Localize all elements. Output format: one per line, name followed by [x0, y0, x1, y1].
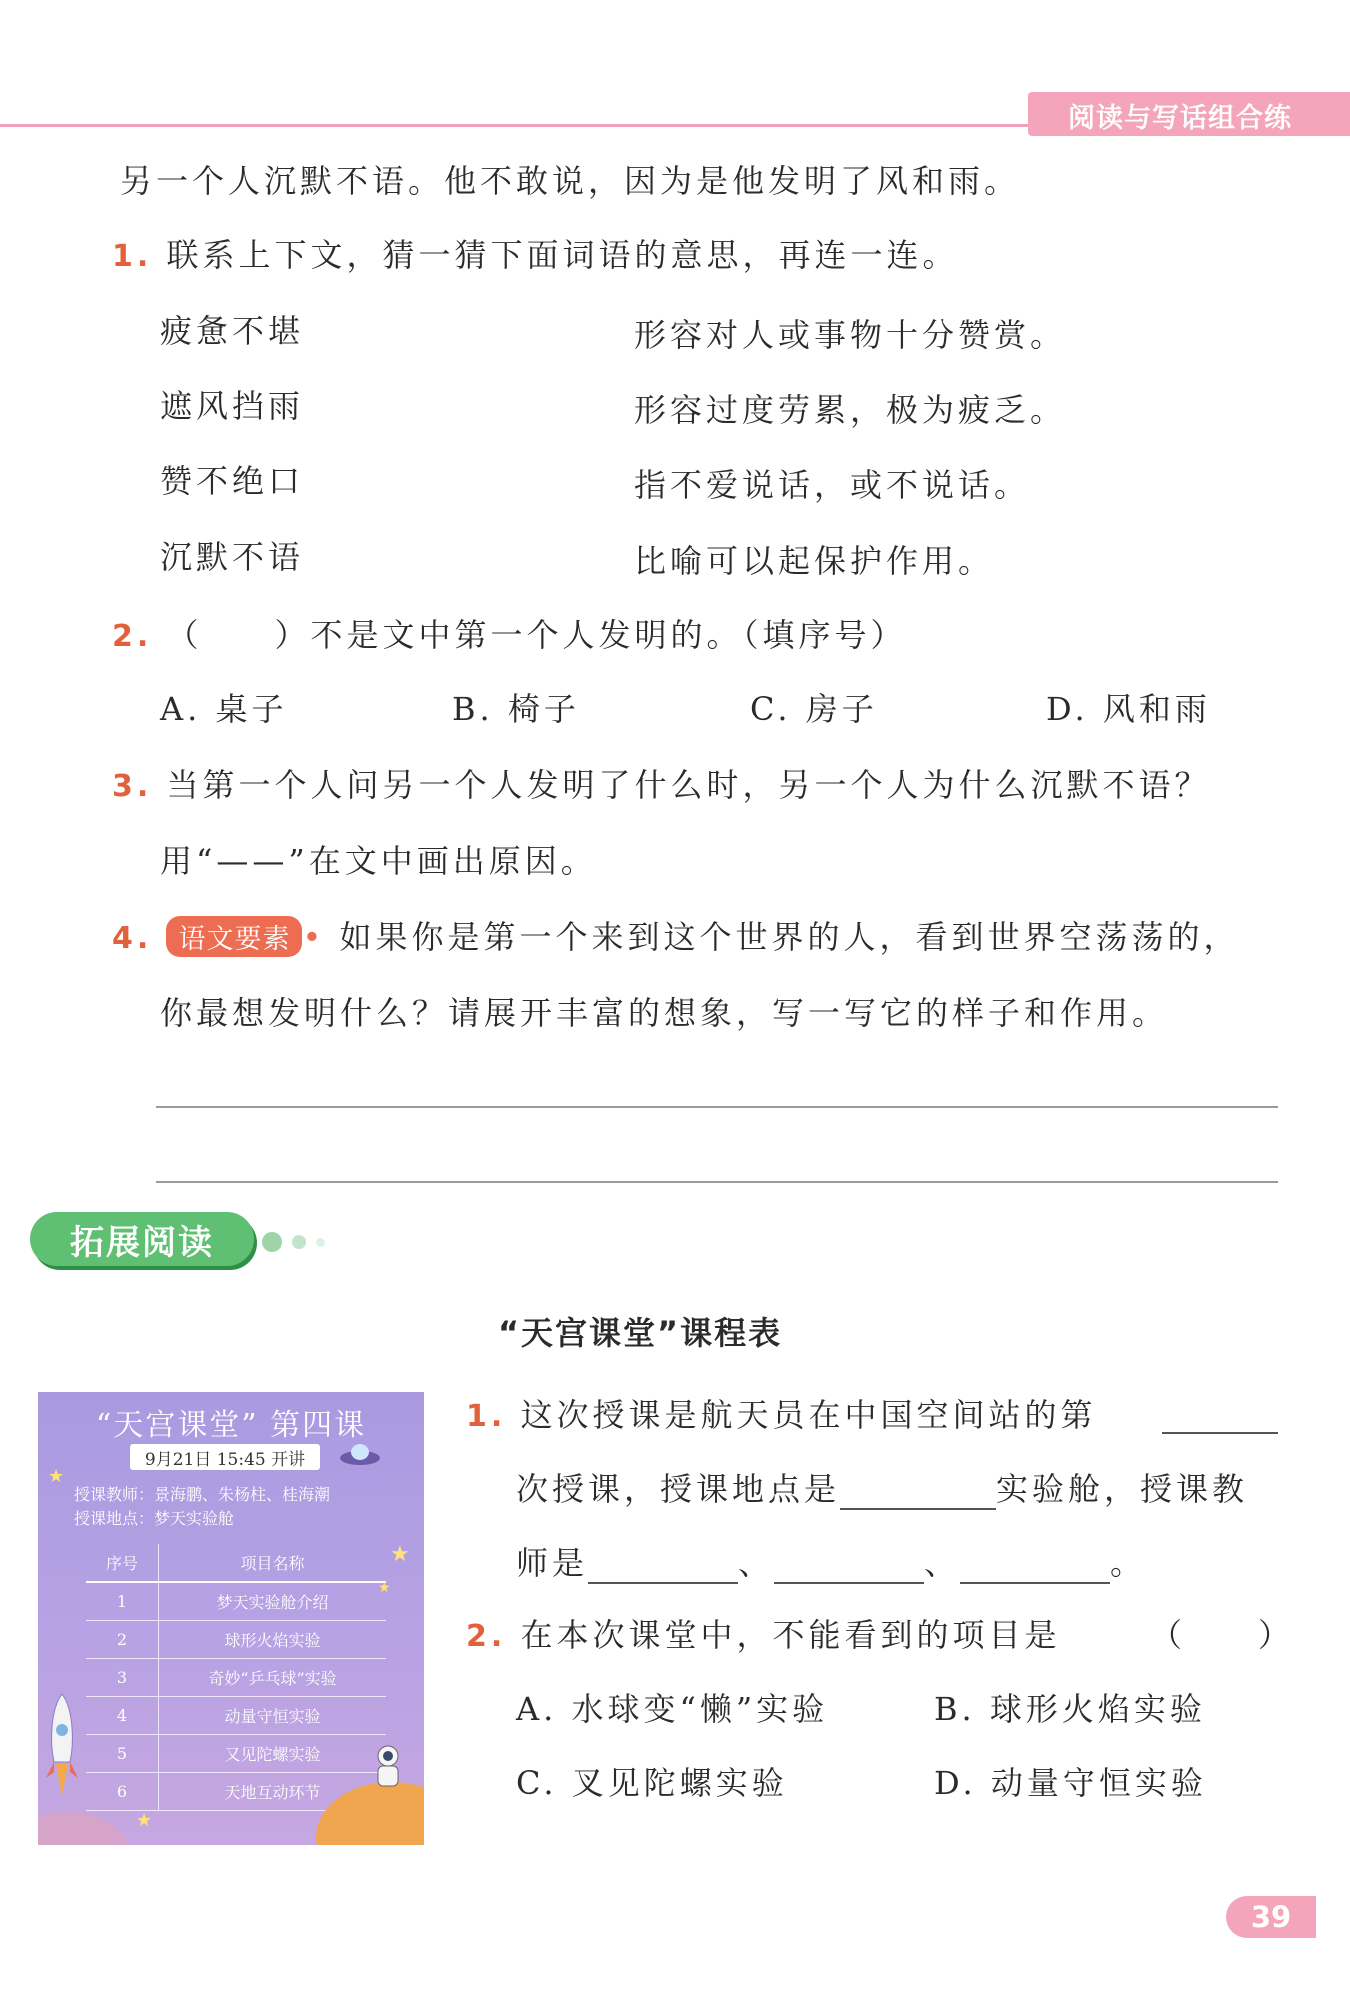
- cell-index: 2: [86, 1621, 159, 1659]
- header-cell: 项目名称: [159, 1544, 387, 1582]
- match-meaning[interactable]: 形容过度劳累，极为疲乏。: [634, 391, 1067, 429]
- question-text: 这次授课是航天员在中国空间站的第: [520, 1396, 1097, 1434]
- match-word[interactable]: 遮风挡雨: [160, 387, 305, 425]
- question-number: 1.: [112, 239, 153, 274]
- astronaut-icon: [368, 1744, 408, 1794]
- question-text: （ ）不是文中第一个人发明的。（填序号）: [166, 616, 907, 654]
- period: 。: [1110, 1544, 1147, 1582]
- cell-name: 天地互动环节: [159, 1773, 387, 1811]
- table-row: [86, 1659, 386, 1697]
- question-2: [112, 610, 906, 656]
- poster-location: 授课地点：梦天实验舱: [74, 1509, 235, 1528]
- question-number: 4.: [112, 921, 153, 956]
- separator: 、: [924, 1544, 961, 1582]
- tag-dot: •: [302, 918, 326, 956]
- question-text: 如果你是第一个来到这个世界的人，看到世界空荡荡的，: [339, 918, 1240, 956]
- question-number: 1.: [466, 1399, 507, 1434]
- question-text-cont: 用“——”在文中画出原因。: [160, 842, 597, 880]
- cell-index: 1: [86, 1582, 159, 1621]
- question-text: 师是: [516, 1544, 589, 1582]
- option-d[interactable]: D. 风和雨: [1046, 690, 1211, 728]
- option-d[interactable]: D. 动量守恒实验: [934, 1764, 1207, 1802]
- cell-name: 球形火焰实验: [159, 1621, 387, 1659]
- question-number: 2.: [112, 619, 153, 654]
- table-row: [86, 1735, 386, 1773]
- page-number: 39: [1226, 1896, 1316, 1938]
- star-icon: ★: [136, 1810, 153, 1831]
- answer-line-2[interactable]: [156, 1181, 1278, 1183]
- header-cell: 序号: [86, 1544, 159, 1582]
- course-schedule-poster: [38, 1392, 424, 1845]
- match-meaning[interactable]: 形容对人或事物十分赞赏。: [634, 316, 1067, 354]
- option-b[interactable]: B. 椅子: [452, 690, 580, 728]
- poster-teachers: 授课教师：景海鹏、朱杨柱、桂海潮: [74, 1485, 331, 1504]
- planet-icon: [38, 1812, 128, 1845]
- question-text: 在本次课堂中，不能看到的项目是: [520, 1616, 1061, 1654]
- option-b[interactable]: B. 球形火焰实验: [934, 1690, 1206, 1728]
- poster-table: [86, 1544, 386, 1811]
- match-word[interactable]: 疲惫不堪: [160, 312, 305, 350]
- option-c[interactable]: C. 房子: [750, 690, 878, 728]
- poster-title: “天宫课堂” 第四课: [95, 1408, 367, 1443]
- rocket-icon: [40, 1692, 84, 1802]
- match-meaning[interactable]: 比喻可以起保护作用。: [634, 542, 995, 580]
- chinese-element-tag: 语文要素: [166, 916, 302, 957]
- question-text-cont: 你最想发明什么？请展开丰富的想象，写一写它的样子和作用。: [160, 994, 1169, 1032]
- header-rule: [0, 124, 1040, 127]
- cell-name: 动量守恒实验: [159, 1697, 387, 1735]
- blank-teacher-2[interactable]: [774, 1550, 924, 1584]
- question-number: 2.: [466, 1619, 507, 1654]
- match-word[interactable]: 赞不绝口: [160, 462, 305, 500]
- match-word[interactable]: 沉默不语: [160, 538, 305, 576]
- question-4: [112, 912, 1240, 958]
- blank-module[interactable]: [840, 1476, 996, 1510]
- option-c[interactable]: C. 叉见陀螺实验: [516, 1764, 788, 1802]
- ufo-icon: [338, 1440, 382, 1470]
- decor-dot: [292, 1235, 306, 1249]
- cell-index: 6: [86, 1773, 159, 1811]
- cell-index: 5: [86, 1735, 159, 1773]
- table-row: [86, 1621, 386, 1659]
- answer-line-1[interactable]: [156, 1106, 1278, 1108]
- header-label: 阅读与写话组合练: [1068, 103, 1292, 134]
- table-row: [86, 1697, 386, 1735]
- question-text: 联系上下文，猜一猜下面词语的意思，再连一连。: [166, 236, 959, 274]
- cell-name: 又见陀螺实验: [159, 1735, 387, 1773]
- ext-question-1-line2: [516, 1464, 1248, 1510]
- decor-dot: [262, 1232, 282, 1252]
- option-a[interactable]: A. 水球变“懒”实验: [516, 1690, 829, 1728]
- blank-lesson-count[interactable]: [1162, 1432, 1278, 1434]
- question-text: 次授课，授课地点是: [516, 1470, 841, 1508]
- question-3: [112, 760, 1210, 806]
- ext-question-2: [466, 1610, 1060, 1656]
- section-title: “天宫课堂”课程表: [498, 1314, 783, 1352]
- passage-text: 另一个人沉默不语。他不敢说，因为是他发明了风和雨。: [120, 162, 1021, 200]
- star-icon: ★: [378, 1580, 391, 1596]
- question-1: [112, 230, 958, 276]
- answer-paren[interactable]: （ ）: [1150, 1616, 1295, 1654]
- cell-name: 奇妙“乒乓球”实验: [159, 1659, 387, 1697]
- decor-dot: [316, 1238, 325, 1247]
- star-icon: ★: [390, 1542, 410, 1567]
- question-text: 当第一个人问另一个人发明了什么时，另一个人为什么沉默不语？: [166, 766, 1211, 804]
- star-icon: ★: [48, 1466, 65, 1487]
- question-number: 3.: [112, 769, 153, 804]
- cell-index: 4: [86, 1697, 159, 1735]
- option-a[interactable]: A. 桌子: [160, 690, 288, 728]
- blank-teacher-3[interactable]: [960, 1550, 1110, 1584]
- ext-question-1-line3: [516, 1538, 1146, 1584]
- poster-table-header: [86, 1544, 386, 1582]
- cell-index: 3: [86, 1659, 159, 1697]
- poster-date: 9月21日 15:45 开讲: [130, 1444, 320, 1470]
- separator: 、: [738, 1544, 775, 1582]
- cell-name: 梦天实验舱介绍: [159, 1582, 387, 1621]
- ext-question-1: [466, 1390, 1096, 1436]
- blank-teacher-1[interactable]: [588, 1550, 738, 1584]
- extended-reading-badge: 拓展阅读: [30, 1212, 254, 1266]
- table-row: [86, 1582, 386, 1621]
- question-text: 实验舱，授课教: [996, 1470, 1249, 1508]
- match-meaning[interactable]: 指不爱说话，或不说话。: [634, 466, 1031, 504]
